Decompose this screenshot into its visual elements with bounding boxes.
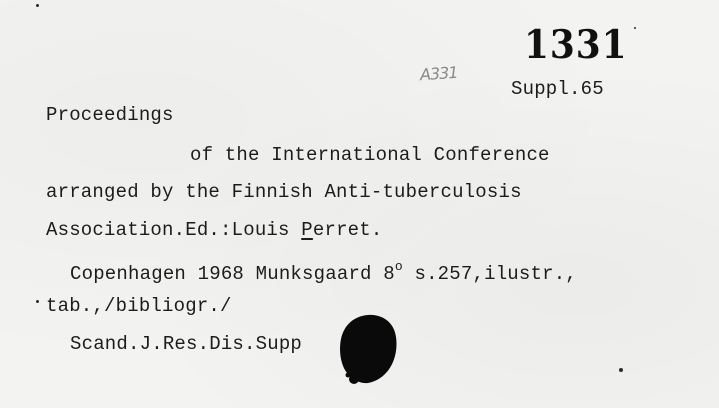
catalog-number: 1331 [524, 22, 628, 68]
association-prefix: Association.Ed.:Louis [46, 219, 302, 241]
paper-speck [634, 27, 636, 29]
extras-line: tab.,/bibliogr./ [46, 295, 232, 317]
series-line: Scand.J.Res.Dis.Supp [70, 333, 303, 355]
imprint-prefix: Copenhagen 1968 Munksgaard 8 [70, 263, 395, 285]
supplement-label: Suppl.65 [511, 78, 604, 100]
subtitle-line: of the International Conference [190, 144, 550, 166]
arranged-line: arranged by the Finnish Anti-tuberculosis [46, 181, 522, 203]
imprint-line [70, 260, 577, 284]
format-degree: o [394, 259, 403, 274]
editor-initial: P [301, 219, 313, 241]
ink-blot [338, 313, 398, 385]
handwritten-number: A331 [419, 62, 459, 85]
paper-speck [619, 368, 623, 372]
association-line [46, 221, 382, 240]
editor-rest: erret. [312, 219, 383, 241]
paper-speck [36, 300, 39, 303]
paper-speck [36, 4, 39, 7]
imprint-suffix: s.257,ilustr., [402, 263, 577, 285]
title-line: Proceedings [46, 104, 174, 126]
